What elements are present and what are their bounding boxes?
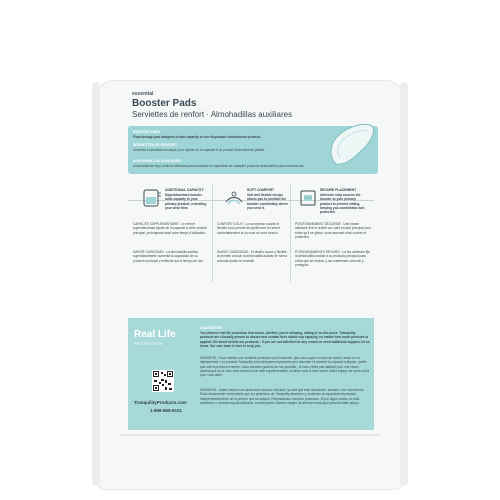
guarantee-body-fr: GARANTIE : Vous méritez une véritable protection qui fonctionne, que vous soyez en train de dormir, assis ou en déplacement. Les produits Tranquility sont cliniquement prouvés pour absorber et contenir la capacité indiquée, quelle que soit la pression exercée. Nous sommes garants de nos produits - si vous n'êtes pas satisfait pour une raison quelconque ou si vous avez besoin d'une aide supplémentaire, veuillez nous le faire savoir. Notre équipe de soins est là pour vous aider. [200, 356, 369, 378]
product-title-fr-es: Serviettes de renfort · Almohadillas auxiliares [132, 110, 293, 119]
intro-heading-fr: SERVIETTES DE RENFORT [133, 143, 178, 147]
feature-body-comfort-en: Soft and flexible design allows you to position the booster comfortably where you need it. [247, 193, 288, 210]
badge-subtitle: PROTECTION [134, 341, 163, 346]
feature-body-adhesive-en: Adhesive strip secures the booster to your primary product to prevent sliding, keeping you comfortable and protected. [320, 193, 365, 215]
brand-logo: essential [132, 91, 154, 97]
phone-number: 1-866-865-6101 [150, 408, 183, 413]
feature-body-capacity-es: MAYOR CAPACIDAD : La almohadilla auxiliar superabsorbente aumenta la capacidad de su producto principal y extiende así el tiempo de uso. [133, 250, 204, 263]
real-life-protection-badge [134, 330, 190, 346]
feature-column-divider-1 [212, 184, 213, 282]
feature-heading-comfort: SOFT COMFORT [247, 188, 275, 192]
qr-code[interactable] [152, 370, 174, 392]
feature-heading-capacity: ADDITIONAL CAPACITY [165, 188, 204, 192]
intro-body-fr: Serviette à écoulement conçue pour ajouter de la capacité à un produit d'incontinence jetable. [133, 148, 266, 152]
feature-body-adhesive-fr: POSITIONNEMENT SÉCURISÉ : Une bande adhésive fixe le renfort sur votre produit principal pour éviter qu'il ne glisse, vous assurant ainsi confort et protection. [295, 222, 372, 239]
guarantee-heading: GUARANTEE [200, 326, 222, 330]
feature-body-comfort-es: SUAVE COMODIDAD : El diseño suave y flexible le permite colocar la almohadilla auxiliar de forma cómoda donde la necesite. [217, 250, 287, 263]
feature-body-capacity-fr: CAPACITÉ SUPPLÉMENTAIRE : Le renfort superabsorbant ajoute de la capacité à votre produit principal, prolongeant ainsi votre temps d'utilisation. [133, 222, 207, 235]
intro-heading-en: BOOSTER PADS [133, 130, 160, 134]
bottom-seal [120, 434, 380, 436]
badge-title: Real Life [134, 329, 176, 340]
booster-pad-illustration [322, 116, 378, 172]
feature-body-adhesive-es: POSICIONAMIENTO SEGURO : La tira adhesiva fija la almohadilla auxiliar a su producto principal para evitar que se mueva, y así mantenerlo cómodo y protegido. [295, 250, 370, 267]
intro-body-en: Flow-through pad designed to add capacity to one disposable incontinence product. [133, 135, 262, 139]
product-title-en: Booster Pads [132, 98, 197, 109]
website-link[interactable]: TranquilityProducts.com [134, 400, 187, 405]
intro-heading-es: ALMOHADILLAS AUXILIARES [133, 159, 182, 163]
guarantee-body-en: You deserve real life protection that works, whether you're sleeping, sitting or on-the-move. Tranquility products are clinically proven to absorb and contain their stated cup capacity, no matter how much pressure is applied. We stand behind our products - if you are not satisfied for any reason or need additional support, let us know. Our care team is here to help you. [200, 331, 370, 348]
feature-column-divider-2 [290, 184, 291, 282]
capacity-icon [140, 186, 164, 210]
feature-body-capacity-en: Superabsorbent booster adds capacity to your primary product, extending your wear time. [165, 193, 207, 210]
feature-heading-adhesive: SECURE PLACEMENT [320, 188, 357, 192]
intro-body-es: Almohadilla de flujo continuo diseñada para aumentar la capacidad de cualquier producto desechable para incontinencia. [133, 164, 305, 168]
guarantee-body-es: GARANTÍA : Usted merece una protección real que funcione, ya sea que esté durmiendo, sentado o en movimiento. Está clínicamente comprobado que los productos de Tranquility absorben y contienen la capacidad expresada, independientemente de la presión que se aplique. Respaldamos nuestros productos. Si por algún motivo no está satisfecho o necesita ayuda adicional, comuníquese. Nuestro equipo de atención está aquí para brindarle apoyo. [200, 388, 365, 405]
comfort-icon [222, 186, 246, 210]
adhesive-icon [296, 186, 320, 210]
feature-body-comfort-fr: CONFORT DOUX : La conception souple et flexible vous permet de positionner le renfort confortablement là où vous en avez besoin. [217, 222, 280, 235]
